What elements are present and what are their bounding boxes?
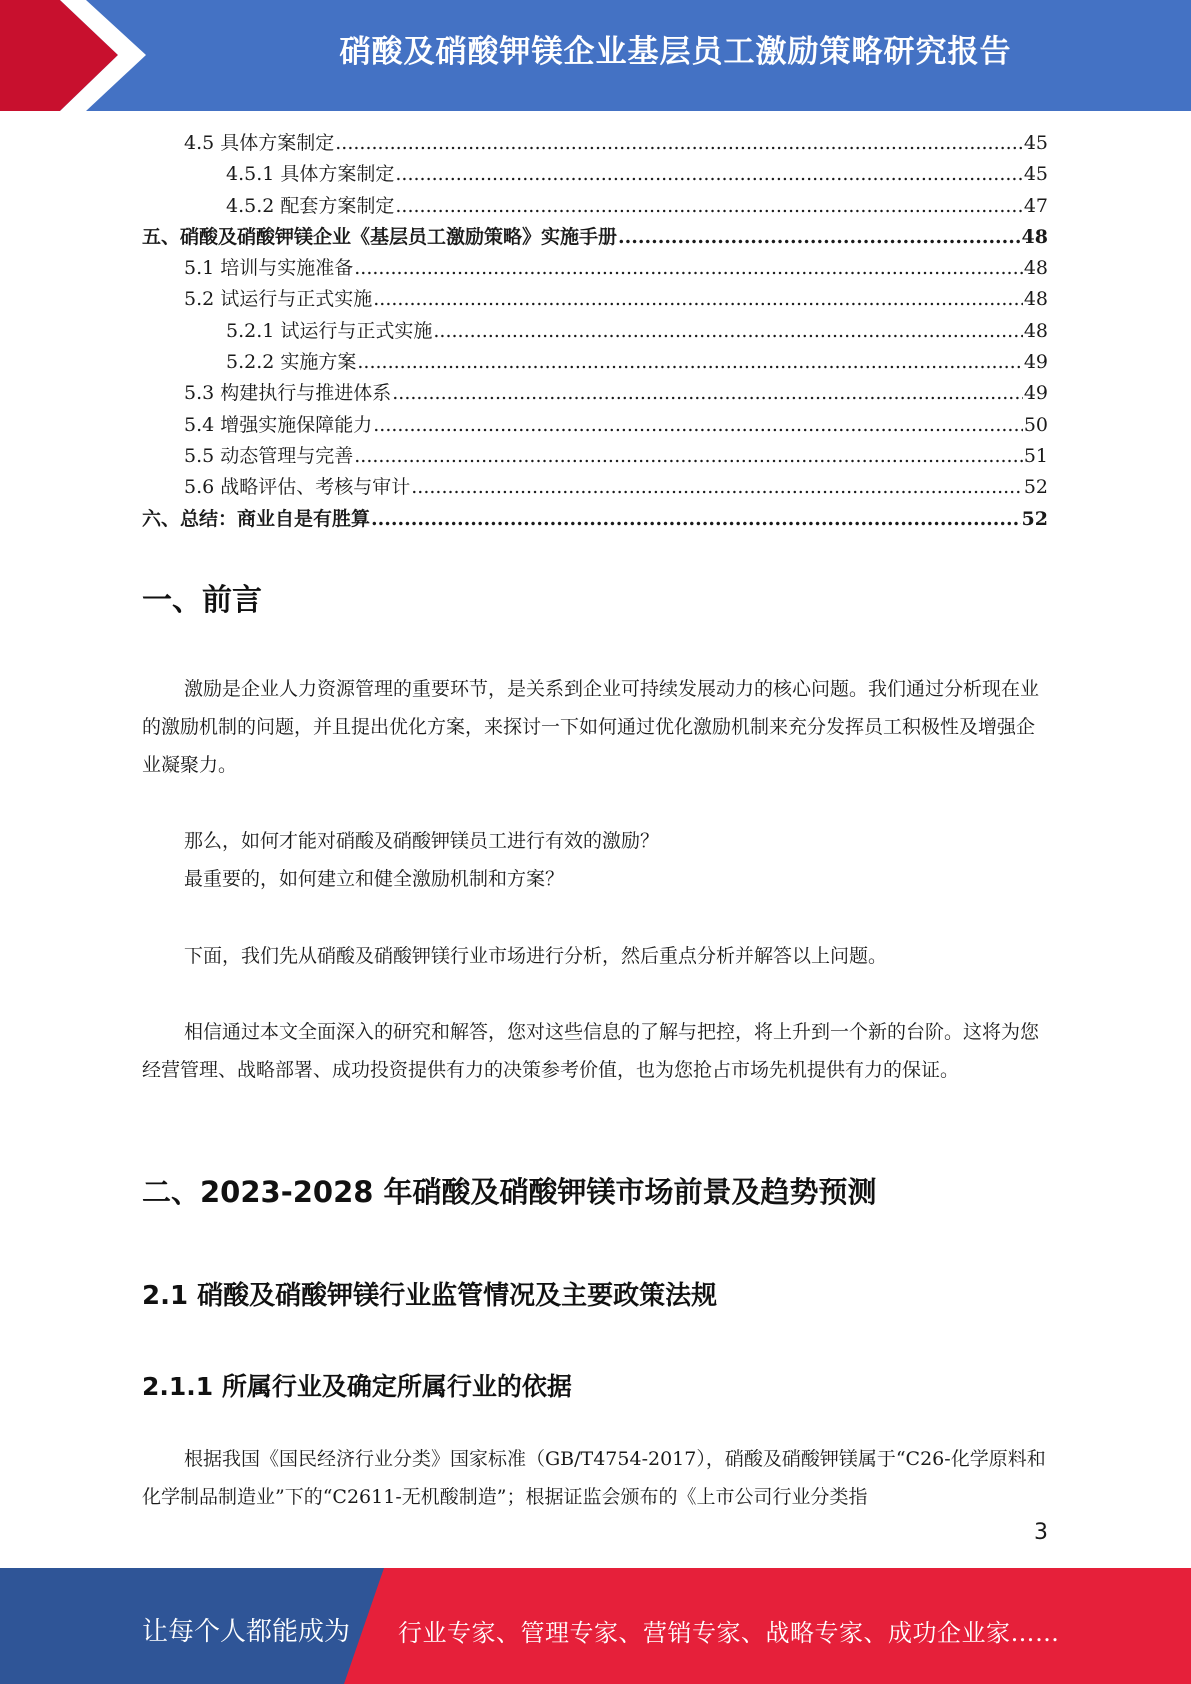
toc-entry-page: 48 (1023, 319, 1048, 342)
toc-leader-dots (371, 508, 1021, 530)
toc-entry-title: 5.2 试运行与正式实施 (184, 288, 373, 311)
preface-paragraph-3: 相信通过本文全面深入的研究和解答，您对这些信息的了解与把控，将上升到一个新的台阶。这将为您经营管理、战略部署、成功投资提供有力的决策参考价值，也为您抢占市场先机提供有力的保证。 (142, 1021, 1040, 1081)
toc-entry-page: 52 (1023, 476, 1048, 499)
toc-entry[interactable] (142, 410, 1048, 441)
toc-entry-title: 六、总结：商业自是有胜算 (142, 507, 371, 530)
toc-entry-page: 48 (1023, 288, 1048, 311)
toc-leader-dots (411, 476, 1023, 498)
toc-entry-title: 4.5.1 具体方案制定 (226, 163, 395, 186)
toc-entry-page: 51 (1023, 444, 1048, 467)
toc-entry-title: 4.5 具体方案制定 (184, 132, 335, 154)
toc-entry[interactable] (142, 347, 1048, 378)
toc-entry-title: 五、硝酸及硝酸钾镁企业《基层员工激励策略》实施手册 (142, 225, 618, 248)
toc-entry[interactable] (142, 159, 1048, 190)
toc-leader-dots (433, 320, 1022, 342)
toc-entry-title: 4.5.2 配套方案制定 (226, 194, 395, 217)
toc-leader-dots (335, 132, 1023, 154)
toc-entry[interactable] (142, 284, 1048, 315)
header-title: 硝酸及硝酸钾镁企业基层员工激励策略研究报告 (339, 34, 1012, 70)
page-footer (0, 1568, 1191, 1684)
toc-entry-page: 45 (1023, 163, 1048, 186)
toc-leader-dots (373, 414, 1023, 436)
toc-entry-title: 5.2.2 实施方案 (226, 351, 357, 374)
toc-entry-title: 5.1 培训与实施准备 (184, 257, 354, 280)
toc-leader-dots (618, 226, 1021, 248)
toc-leader-dots (392, 382, 1023, 404)
section-heading-preface: 一、前言 (142, 583, 262, 618)
industry-classification-paragraph: 根据我国《国民经济行业分类》国家标准（GB/T4754-2017），硝酸及硝酸钾镁属于“C26-化学原料和化学制品制造业”下的“C2611-无机酸制造”；根据证监会颁布的《上市公司行业分类指 (142, 1448, 1046, 1508)
preface-question-2: 最重要的，如何建立和健全激励机制和方案？ (184, 868, 565, 890)
preface-paragraph-2: 下面，我们先从硝酸及硝酸钾镁行业市场进行分析，然后重点分析并解答以上问题。 (184, 945, 888, 967)
toc-entry-page: 48 (1023, 257, 1048, 280)
toc-entry-page: 52 (1021, 507, 1048, 530)
toc-entry-page: 47 (1023, 194, 1048, 217)
toc-leader-dots (373, 288, 1023, 310)
toc-entry-page: 48 (1021, 225, 1048, 248)
toc-entry[interactable] (142, 378, 1048, 409)
toc-entry-title: 5.4 增强实施保障能力 (184, 413, 373, 436)
toc-entry-title: 5.2.1 试运行与正式实施 (226, 319, 433, 342)
toc-entry-title: 5.6 战略评估、考核与审计 (184, 476, 411, 499)
toc-entry[interactable] (142, 128, 1048, 159)
toc-entry-page: 45 (1023, 132, 1048, 154)
toc-entry[interactable] (142, 504, 1048, 535)
toc-entry[interactable] (142, 441, 1048, 472)
footer-slogan-right: 行业专家、管理专家、营销专家、战略专家、成功企业家…… (398, 1619, 1060, 1647)
preface-question-1: 那么，如何才能对硝酸及硝酸钾镁员工进行有效的激励？ (184, 830, 660, 852)
toc-entry-page: 50 (1023, 413, 1048, 436)
toc-entry[interactable] (142, 316, 1048, 347)
toc-leader-dots (354, 445, 1023, 467)
toc-entry[interactable] (142, 253, 1048, 284)
toc-entry[interactable] (142, 472, 1048, 503)
toc-entry-page: 49 (1023, 351, 1048, 374)
footer-slogan-left: 让每个人都能成为 (142, 1617, 351, 1647)
toc-leader-dots (357, 351, 1022, 373)
toc-entry-title: 5.3 构建执行与推进体系 (184, 382, 392, 405)
toc-entry[interactable] (142, 222, 1048, 253)
toc-leader-dots (395, 195, 1022, 217)
toc-leader-dots (395, 163, 1022, 185)
toc-entry[interactable] (142, 191, 1048, 222)
subsection-heading-2-1-1: 2.1.1 所属行业及确定所属行业的依据 (142, 1372, 572, 1401)
toc-leader-dots (354, 257, 1023, 279)
page-header (0, 0, 1191, 111)
page-number: 3 (1034, 1520, 1048, 1545)
toc-entry-title: 5.5 动态管理与完善 (184, 444, 354, 467)
section-heading-market-outlook: 二、2023-2028 年硝酸及硝酸钾镁市场前景及趋势预测 (142, 1175, 877, 1209)
toc-entry-page: 49 (1023, 382, 1048, 405)
table-of-contents (142, 128, 1048, 535)
preface-paragraph-1: 激励是企业人力资源管理的重要环节，是关系到企业可持续发展动力的核心问题。我们通过分析现在业的激励机制的问题，并且提出优化方案，来探讨一下如何通过优化激励机制来充分发挥员工积极性及增强企业凝聚力。 (142, 678, 1040, 776)
subsection-heading-2-1: 2.1 硝酸及硝酸钾镁行业监管情况及主要政策法规 (142, 1281, 718, 1311)
